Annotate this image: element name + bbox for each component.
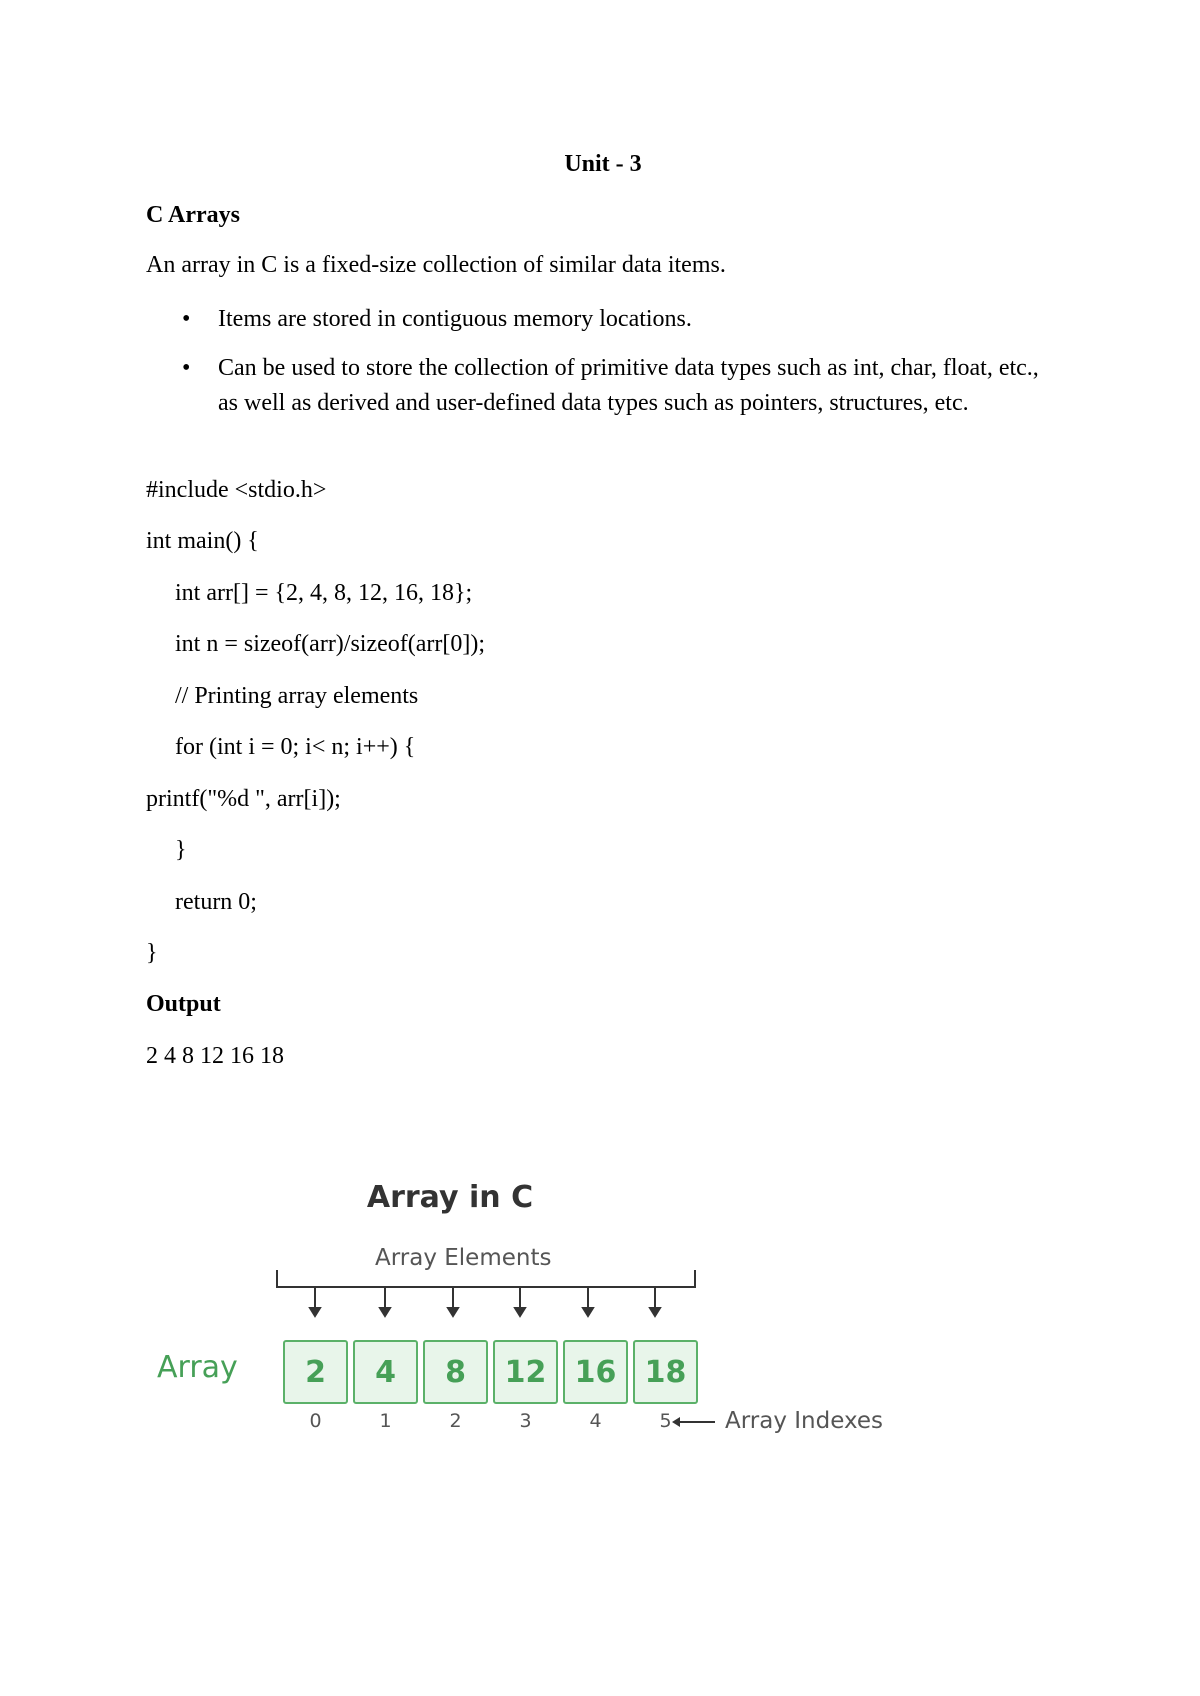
intro-paragraph: An array in C is a fixed-size collection of similar data items. bbox=[146, 252, 726, 278]
code-line: return 0; bbox=[175, 889, 257, 915]
array-diagram bbox=[140, 1160, 940, 1440]
code-line: // Printing array elements bbox=[175, 683, 419, 709]
array-index: 3 bbox=[519, 1410, 532, 1432]
array-indexes-label: Array Indexes bbox=[725, 1408, 884, 1434]
array-index: 1 bbox=[379, 1410, 392, 1432]
array-index: 0 bbox=[309, 1410, 322, 1432]
array-index: 4 bbox=[589, 1410, 602, 1432]
bullet-text: Items are stored in contiguous memory locations. bbox=[218, 306, 692, 332]
bullet-list bbox=[146, 302, 1046, 435]
output-value: 2 4 8 12 16 18 bbox=[146, 1043, 284, 1069]
array-index: 2 bbox=[449, 1410, 462, 1432]
array-cell: 16 bbox=[563, 1340, 628, 1404]
array-indexes bbox=[283, 1410, 698, 1432]
diagram-title: Array in C bbox=[366, 1180, 534, 1215]
unit-title: Unit - 3 bbox=[564, 151, 642, 177]
array-label: Array bbox=[157, 1350, 238, 1385]
array-cell: 2 bbox=[283, 1340, 348, 1404]
array-cell: 8 bbox=[423, 1340, 488, 1404]
bullet-icon: • bbox=[182, 355, 191, 381]
code-line: int arr[] = {2, 4, 8, 12, 16, 18}; bbox=[175, 580, 473, 606]
code-line: printf("%d ", arr[i]); bbox=[146, 786, 341, 812]
code-line: #include <stdio.h> bbox=[146, 477, 327, 503]
array-elements-label: Array Elements bbox=[375, 1245, 552, 1271]
bullet-text: Can be used to store the collection of primitive data types such as int, char, float, etc., as well as derived and user-defined data types such as pointers, structures, etc. bbox=[218, 355, 1039, 416]
list-item bbox=[146, 351, 1046, 421]
array-cell: 18 bbox=[633, 1340, 698, 1404]
code-line: int n = sizeof(arr)/sizeof(arr[0]); bbox=[175, 631, 486, 657]
bullet-icon: • bbox=[182, 306, 191, 332]
output-heading: Output bbox=[146, 991, 221, 1017]
code-line: } bbox=[146, 940, 158, 966]
array-cells bbox=[283, 1340, 698, 1404]
array-cell: 4 bbox=[353, 1340, 418, 1404]
code-line: for (int i = 0; i< n; i++) { bbox=[175, 734, 416, 760]
code-line: } bbox=[175, 837, 187, 863]
list-item bbox=[146, 302, 1046, 337]
array-index: 5 bbox=[659, 1410, 672, 1432]
section-heading: C Arrays bbox=[146, 202, 240, 228]
array-cell: 12 bbox=[493, 1340, 558, 1404]
code-line: int main() { bbox=[146, 528, 259, 554]
